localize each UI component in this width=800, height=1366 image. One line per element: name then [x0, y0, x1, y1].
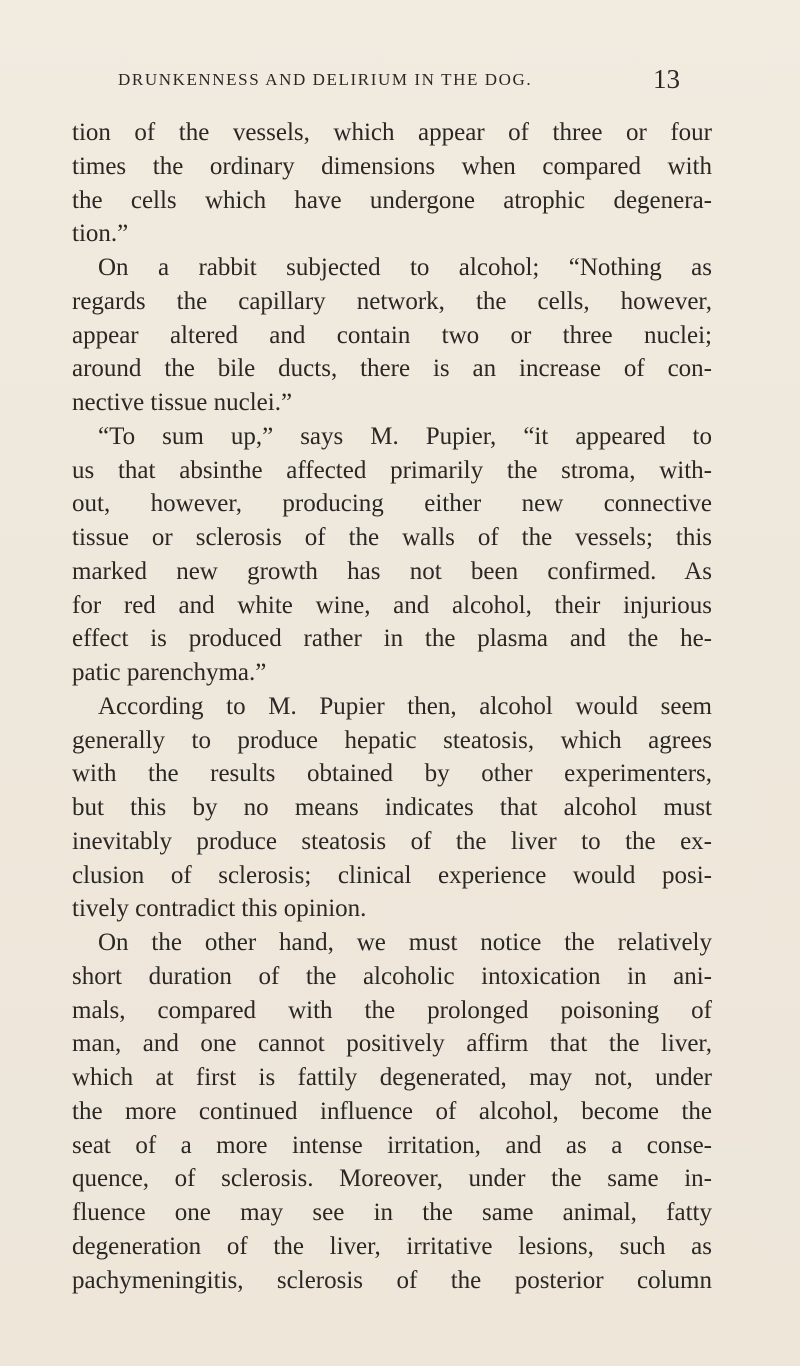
text-line: nective tissue nuclei.”	[72, 389, 293, 416]
text-line: tion.”	[72, 220, 129, 248]
running-head	[118, 64, 680, 100]
text-line: out, however, producing either new connective	[72, 490, 712, 518]
body-text	[72, 116, 712, 1297]
text-line: clusion of sclerosis; clinical experience would posi-	[72, 861, 712, 889]
text-line: patic parenchyma.”	[72, 659, 267, 686]
text-line: pachymeningitis, sclerosis of the posterior column	[72, 1266, 712, 1294]
text-line: tissue or sclerosis of the walls of the vessels; this	[72, 524, 712, 551]
text-line: the cells which have undergone atrophic degenera-	[72, 186, 712, 214]
text-line: the more continued influence of alcohol, become the	[72, 1097, 712, 1125]
text-line: us that absinthe affected primarily the stroma, with-	[72, 456, 712, 484]
text-line: for red and white wine, and alcohol, their injurious	[72, 591, 712, 619]
text-line: marked new growth has not been confirmed. As	[72, 557, 712, 585]
text-line: man, and one cannot positively affirm that the liver,	[72, 1030, 712, 1058]
text-line: On the other hand, we must notice the relatively	[98, 929, 712, 956]
text-line: tively contradict this opinion.	[72, 895, 367, 923]
text-line: which at first is fattily degenerated, may not, under	[72, 1064, 712, 1091]
text-line: On a rabbit subjected to alcohol; “Nothing as	[98, 254, 712, 281]
text-line: “To sum up,” says M. Pupier, “it appeared to	[98, 422, 712, 450]
text-line: but this by no means indicates that alcohol must	[72, 794, 712, 821]
text-line: appear altered and contain two or three nuclei;	[72, 321, 712, 349]
text-line: inevitably produce steatosis of the liver to the ex-	[72, 827, 712, 855]
text-line: around the bile ducts, there is an increase of con-	[72, 355, 712, 383]
text-line: generally to produce hepatic steatosis, which agrees	[72, 726, 712, 754]
text-line: quence, of sclerosis. Moreover, under the same in-	[72, 1165, 712, 1193]
page-number: 13	[653, 64, 680, 94]
text-line: seat of a more intense irritation, and as a conse-	[72, 1131, 712, 1159]
text-line: times the ordinary dimensions when compared with	[72, 152, 712, 180]
text-line: with the results obtained by other experimenters,	[72, 760, 712, 788]
text-line: degeneration of the liver, irritative lesions, such as	[72, 1232, 712, 1260]
running-title: DRUNKENNESS AND DELIRIUM IN THE DOG.	[118, 70, 533, 89]
text-line: effect is produced rather in the plasma and the he-	[72, 625, 712, 653]
text-line: According to M. Pupier then, alcohol would seem	[98, 692, 712, 720]
text-line: short duration of the alcoholic intoxication in ani-	[72, 962, 712, 990]
text-line: regards the capillary network, the cells, however,	[72, 287, 712, 315]
text-line: fluence one may see in the same animal, fatty	[72, 1199, 712, 1226]
text-line: tion of the vessels, which appear of three or four	[72, 119, 712, 146]
text-line: mals, compared with the prolonged poisoning of	[72, 996, 712, 1024]
